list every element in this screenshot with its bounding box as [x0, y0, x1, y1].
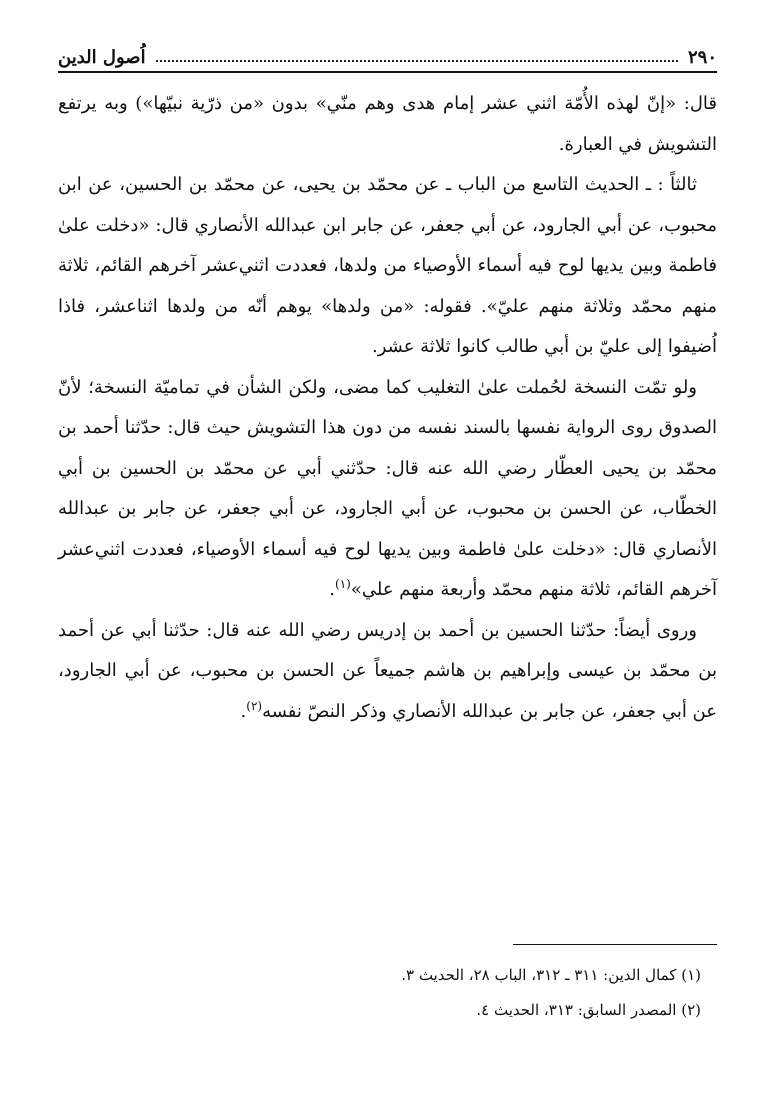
book-title: اُصول الدين	[58, 47, 146, 68]
footnote-ref-1[interactable]: (١)	[335, 577, 351, 591]
running-header	[58, 34, 717, 68]
paragraph-2	[58, 165, 717, 368]
footnotes	[58, 958, 701, 1028]
paragraph-1	[58, 84, 717, 165]
footnote-1: (١) كمال الدين: ٣١١ ـ ٣١٢، الباب ٢٨، الحديث ٣.	[401, 966, 701, 984]
page-number: ٢٩٠	[687, 47, 717, 68]
footnote-2: (٢) المصدر السابق: ٣١٣، الحديث ٤.	[476, 1001, 701, 1019]
paragraph-text: قال: «إنّ لهذه الأُمّة اثني عشر إمام هدى وهم منّي» بدون «من ذرّية نبيّها») وبه يرتفع التشويش في العبارة.	[58, 93, 717, 155]
header-rule	[58, 71, 717, 73]
paragraph-3: ولو تمّت النسخة لحُملت علىٰ التغليب كما مضى، ولكن الشأن في تماميّة النسخة؛ لأنّ الصدوق روى الرواية نفسها بالسند نفسه من دون هذا التشويش حيث قال: حدّثنا أحمد بن محمّد بن يحيى العطّار رضي الله عنه قال: حدّثني أبي عن محمّد بن الحسين بن أبي الخطّاب، عن الحسن بن محبوب، عن أبي الجارود، عن أبي جعفر، عن جابر بن عبدالله الأنصاري قال: «دخلت علىٰ فاطمة وبين يديها لوح فيه أسماء الأوصياء، فعددت اثني‌عشر آخرهم القائم، ثلاثة منهم محمّد وأربعة منهم علي»$^{(١)}$.	[58, 376, 717, 600]
main-text	[58, 84, 717, 732]
paragraph-text: ثالثاً : ـ الحديث التاسع من الباب ـ عن محمّد بن يحيى، عن محمّد بن الحسين، عن ابن محبوب، عن أبي الجارود، عن أبي جعفر، عن جابر ابن عبدالله الأنصاري قال: «دخلت علىٰ فاطمة وبين يديها لوح فيه أسماء الأوصياء من ولدها، فعددت اثني‌عشر آخرهم القائم، ثلاثة منهم محمّد وثلاثة منهم عليّ». فقوله: «من ولدها» يوهم أنّه من ولدها اثناعشر، فاذا اُضيفوا إلى عليّ بن أبي طالب كانوا ثلاثة عشر.	[58, 174, 717, 357]
paragraph-text: ولو تمّت النسخة لحُملت علىٰ التغليب كما مضى، ولكن الشأن في تماميّة النسخة؛ لأنّ الصدوق روى الرواية نفسها بالسند نفسه من دون هذا التشويش حيث قال: حدّثنا أحمد بن محمّد بن يحيى العطّار رضي الله عنه قال: حدّثني أبي عن محمّد بن الحسين بن أبي الخطّاب، عن الحسن بن محبوب، عن أبي الجارود، عن أبي جعفر، عن جابر بن عبدالله الأنصاري قال: «دخلت علىٰ فاطمة وبين يديها لوح فيه أسماء الأوصياء، فعددت اثني‌عشر آخرهم القائم، ثلاثة منهم محمّد وأربعة منهم علي»	[58, 376, 717, 600]
header-dot-leader	[156, 59, 678, 62]
footnote-ref-2[interactable]: (٢)	[246, 698, 263, 713]
footnote-separator	[513, 944, 717, 945]
paragraph-text: وروى أيضاً: حدّثنا الحسين بن أحمد بن إدريس رضي الله عنه قال: حدّثنا أبي عن أحمد بن محمّد بن عيسى وإبراهيم بن هاشم جميعاً عن الحسن بن محبوب، عن أبي الجارود، عن أبي جعفر، عن جابر بن عبدالله الأنصاري وذكر النصّ نفسه	[58, 619, 717, 722]
paragraph-4: وروى أيضاً: حدّثنا الحسين بن أحمد بن إدريس رضي الله عنه قال: حدّثنا أبي عن أحمد بن محمّد بن عيسى وإبراهيم بن هاشم جميعاً عن الحسن بن محبوب، عن أبي الجارود، عن أبي جعفر، عن جابر بن عبدالله الأنصاري وذكر النصّ نفسه$^{(٢)}$.	[58, 619, 717, 722]
